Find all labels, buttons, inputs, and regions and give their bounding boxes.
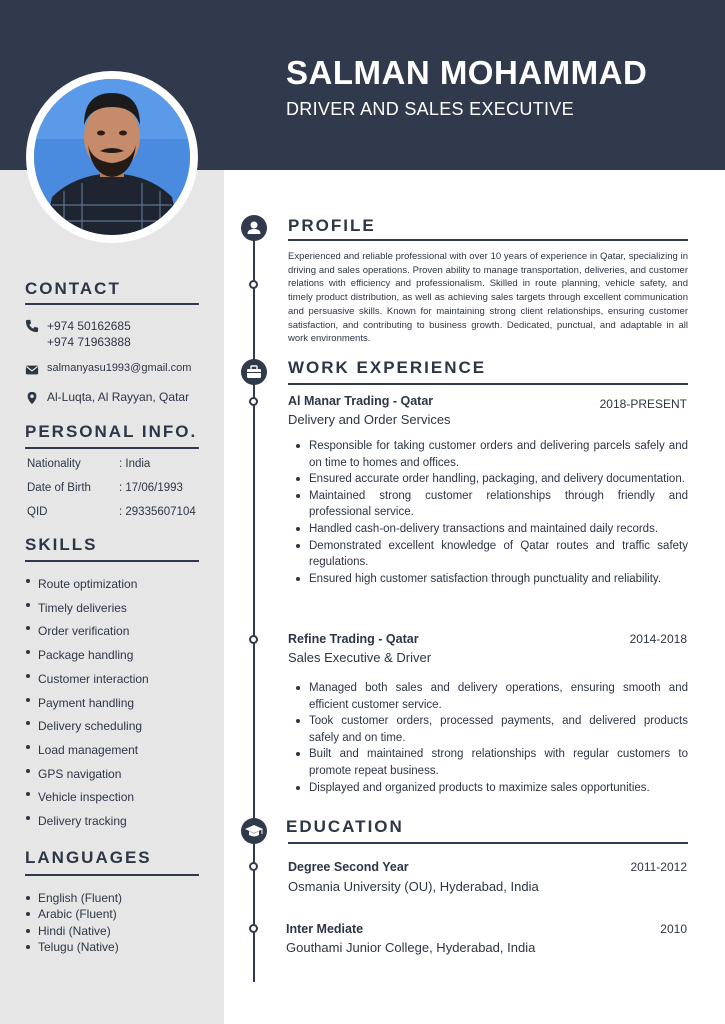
address: Al-Luqta, Al Rayyan, Qatar xyxy=(47,390,190,404)
profile-section-marker xyxy=(241,215,267,241)
personal-info-value: : India xyxy=(119,458,151,470)
skill-item: Delivery scheduling xyxy=(26,715,149,739)
work-experience-heading: WORK EXPERIENCE xyxy=(288,358,487,377)
duty-item: Handled cash-on-delivery transactions and maintained daily records. xyxy=(296,521,688,538)
education-degree: Inter Mediate xyxy=(286,922,364,936)
education-school: Gouthami Junior College, Hyderabad, India xyxy=(286,940,536,955)
profile-photo xyxy=(34,79,190,235)
skill-item: Order verification xyxy=(26,620,149,644)
duty-item: Took customer orders, processed payments, and delivered products safely and on time. xyxy=(296,713,688,746)
job-dates: 2014-2018 xyxy=(629,632,687,646)
skill-item: Vehicle inspection xyxy=(26,786,149,810)
personal-info-divider xyxy=(25,447,199,449)
candidate-role: DRIVER AND SALES EXECUTIVE xyxy=(286,99,574,119)
briefcase-icon xyxy=(241,359,267,385)
language-item: Hindi (Native) xyxy=(26,923,122,939)
job-duties xyxy=(296,680,688,796)
personal-info-value: : 17/06/1993 xyxy=(119,482,183,494)
contact-heading: CONTACT xyxy=(25,279,121,298)
timeline-dot xyxy=(249,862,258,871)
timeline-dot xyxy=(249,924,258,933)
email-address[interactable]: salmanyasu1993@gmail.com xyxy=(47,362,192,374)
location-pin-icon xyxy=(25,391,39,405)
education-degree: Degree Second Year xyxy=(288,860,409,874)
personal-info-label: Date of Birth xyxy=(27,482,91,494)
profile-summary: Experienced and reliable professional with over 10 years of experience in Qatar, specializing in driving and sales operations. Proven ability to manage transportation, deliveries, and customer relations with efficiency and professionalism. Skilled in route planning, vehicle safety, and timely product distribution, as well as achieving sales targets through excellent communication and persuasive skills. Known for maintaining strong client relationships, ensuring customer satisfaction, and contributing to business growth. Dedicated, punctual, and adaptable in all work environments. xyxy=(288,251,688,345)
skill-item: Package handling xyxy=(26,644,149,668)
duty-item: Displayed and organized products to maximize sales opportunities. xyxy=(296,780,688,797)
timeline-dot xyxy=(249,397,258,406)
timeline-dot xyxy=(249,280,258,289)
contact-divider xyxy=(25,303,199,305)
duty-item: Built and maintained strong relationships with regular customers to promote repeat business. xyxy=(296,746,688,779)
personal-info-value: : 29335607104 xyxy=(119,506,196,518)
job-title: Sales Executive & Driver xyxy=(288,650,432,665)
skill-item: GPS navigation xyxy=(26,763,149,787)
phone-number-1[interactable]: +974 50162685 xyxy=(47,319,131,333)
languages-heading: LANGUAGES xyxy=(25,848,152,867)
skill-item: Load management xyxy=(26,739,149,763)
personal-info-heading: PERSONAL INFO. xyxy=(25,422,198,441)
phone-icon xyxy=(25,319,39,333)
work-experience-divider xyxy=(288,383,688,385)
phone-number-2[interactable]: +974 71963888 xyxy=(47,335,131,349)
job-company: Refine Trading - Qatar xyxy=(288,632,419,646)
job-dates: 2018-PRESENT xyxy=(599,397,687,411)
languages-list xyxy=(26,890,122,955)
skill-item: Delivery tracking xyxy=(26,810,149,834)
mail-icon xyxy=(25,363,39,377)
user-icon xyxy=(241,215,267,241)
duty-item: Ensured accurate order handling, packaging, and delivery documentation. xyxy=(296,471,688,488)
skill-item: Payment handling xyxy=(26,692,149,716)
education-dates: 2010 xyxy=(660,922,687,936)
email-row xyxy=(25,362,191,377)
candidate-name: SALMAN MOHAMMAD xyxy=(286,54,648,91)
education-dates: 2011-2012 xyxy=(630,860,687,874)
language-item: Telugu (Native) xyxy=(26,939,122,955)
languages-divider xyxy=(25,874,199,876)
education-heading: EDUCATION xyxy=(286,817,404,836)
duty-item: Managed both sales and delivery operations, ensuring smooth and efficient customer service. xyxy=(296,680,688,713)
skills-list xyxy=(26,573,149,834)
job-company: Al Manar Trading - Qatar xyxy=(288,394,434,408)
profile-heading: PROFILE xyxy=(288,216,376,235)
duty-item: Ensured high customer satisfaction through punctuality and reliability. xyxy=(296,571,688,588)
skills-heading: SKILLS xyxy=(25,535,98,554)
skill-item: Timely deliveries xyxy=(26,597,149,621)
personal-info-label: QID xyxy=(27,506,48,518)
phone-row xyxy=(25,318,131,350)
duty-item: Maintained strong customer relationships through friendly and professional service. xyxy=(296,488,688,521)
language-item: English (Fluent) xyxy=(26,890,122,906)
timeline-dot xyxy=(249,635,258,644)
graduation-cap-icon xyxy=(241,818,267,844)
language-item: Arabic (Fluent) xyxy=(26,906,122,922)
profile-divider xyxy=(288,239,688,241)
experience-section-marker xyxy=(241,359,267,385)
education-section-marker xyxy=(241,818,267,844)
personal-info-label: Nationality xyxy=(27,458,81,470)
job-duties xyxy=(296,438,688,587)
skill-item: Route optimization xyxy=(26,573,149,597)
job-title: Delivery and Order Services xyxy=(288,412,451,427)
education-school: Osmania University (OU), Hyderabad, India xyxy=(288,879,539,894)
duty-item: Responsible for taking customer orders and delivering parcels safely and on time to homes and offices. xyxy=(296,438,688,471)
education-divider xyxy=(288,842,688,844)
duty-item: Demonstrated excellent knowledge of Qatar routes and traffic safety regulations. xyxy=(296,538,688,571)
skill-item: Customer interaction xyxy=(26,668,149,692)
person-photo-icon xyxy=(34,79,190,235)
skills-divider xyxy=(25,560,199,562)
address-row xyxy=(25,390,189,405)
